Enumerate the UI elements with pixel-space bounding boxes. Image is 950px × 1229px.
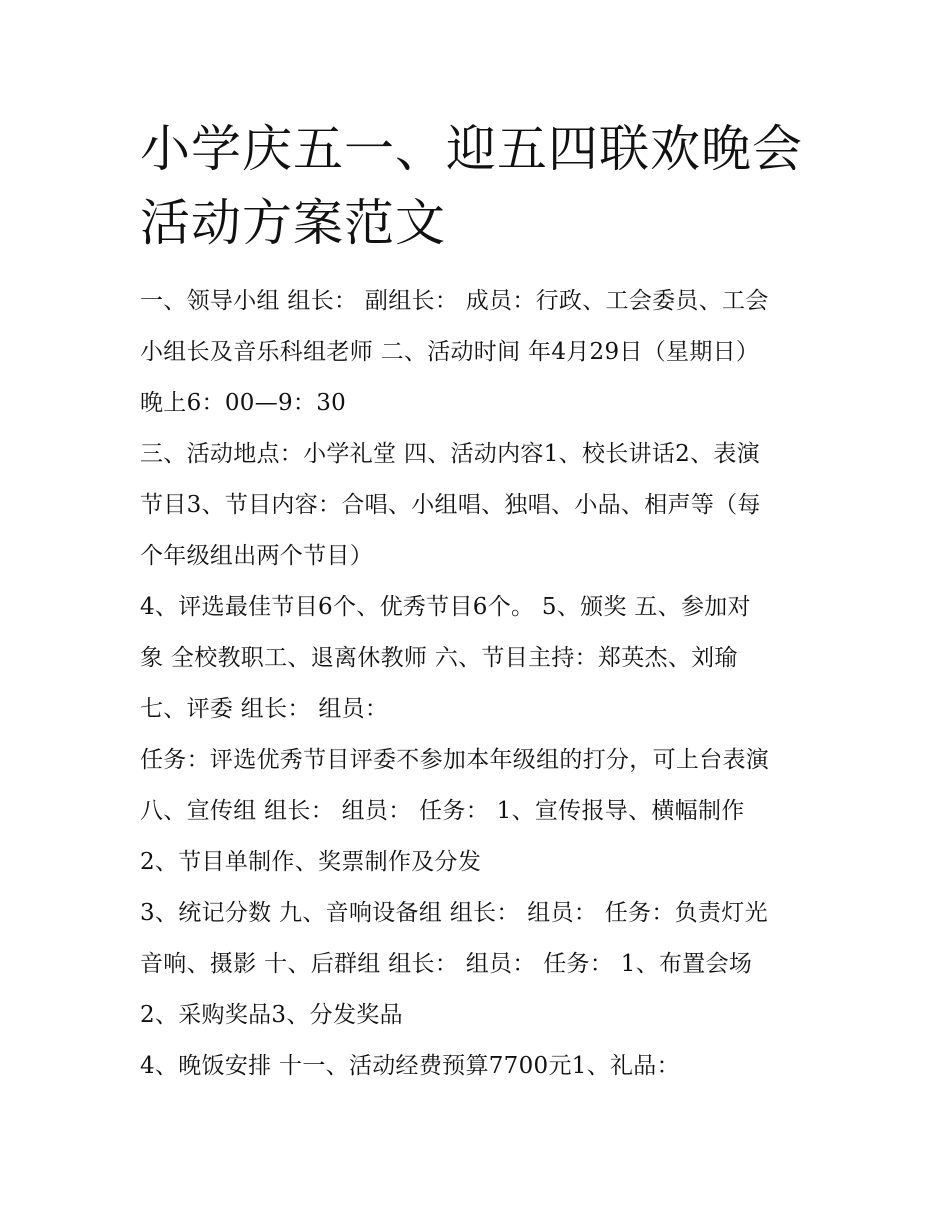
body-line: 晚上6：00—9：30 [140,390,347,416]
body-line: 2、节目单制作、奖票制作及分发 [140,849,482,875]
body-line: 节目3、节目内容：合唱、小组唱、独唱、小品、相声等（每 [140,492,761,518]
title-line-1: 小学庆五一、迎五四联欢晚会 [140,120,803,178]
body-line: 七、评委 组长： 组员： [140,696,389,722]
body-line: 一、领导小组 组长： 副组长： 成员：行政、工会委员、工会 [140,288,769,314]
body-line: 任务：评选优秀节目评委不参加本年级组的打分，可上台表演 [140,747,770,773]
body-line: 音响、摄影 十、后群组 组长： 组员： 任务： 1、布置会场 [140,951,753,977]
body-line: 3、统记分数 九、音响设备组 组长： 组员： 任务：负责灯光 [140,900,768,926]
body-line: 4、评选最佳节目6个、优秀节目6个。 5、颁奖 五、参加对 [140,594,751,620]
body-line: 2、采购奖品3、分发奖品 [140,1002,403,1028]
body-line: 三、活动地点：小学礼堂 四、活动内容1、校长讲话2、表演 [140,441,760,467]
document-body [140,276,830,1092]
body-line: 4、晚饭安排 十一、活动经费预算7700元1、礼品： [140,1053,680,1079]
body-line: 个年级组出两个节目） [140,543,373,569]
title-line-2: 活动方案范文 [140,194,446,252]
body-line: 象 全校教职工、退离休教师 六、节目主持：郑英杰、刘瑜 [140,645,738,671]
body-line: 八、宣传组 组长： 组员： 任务： 1、宣传报导、横幅制作 [140,798,745,824]
body-line: 小组长及音乐科组老师 二、活动时间 年4月29日（星期日） [140,339,760,365]
document-title [140,112,840,260]
